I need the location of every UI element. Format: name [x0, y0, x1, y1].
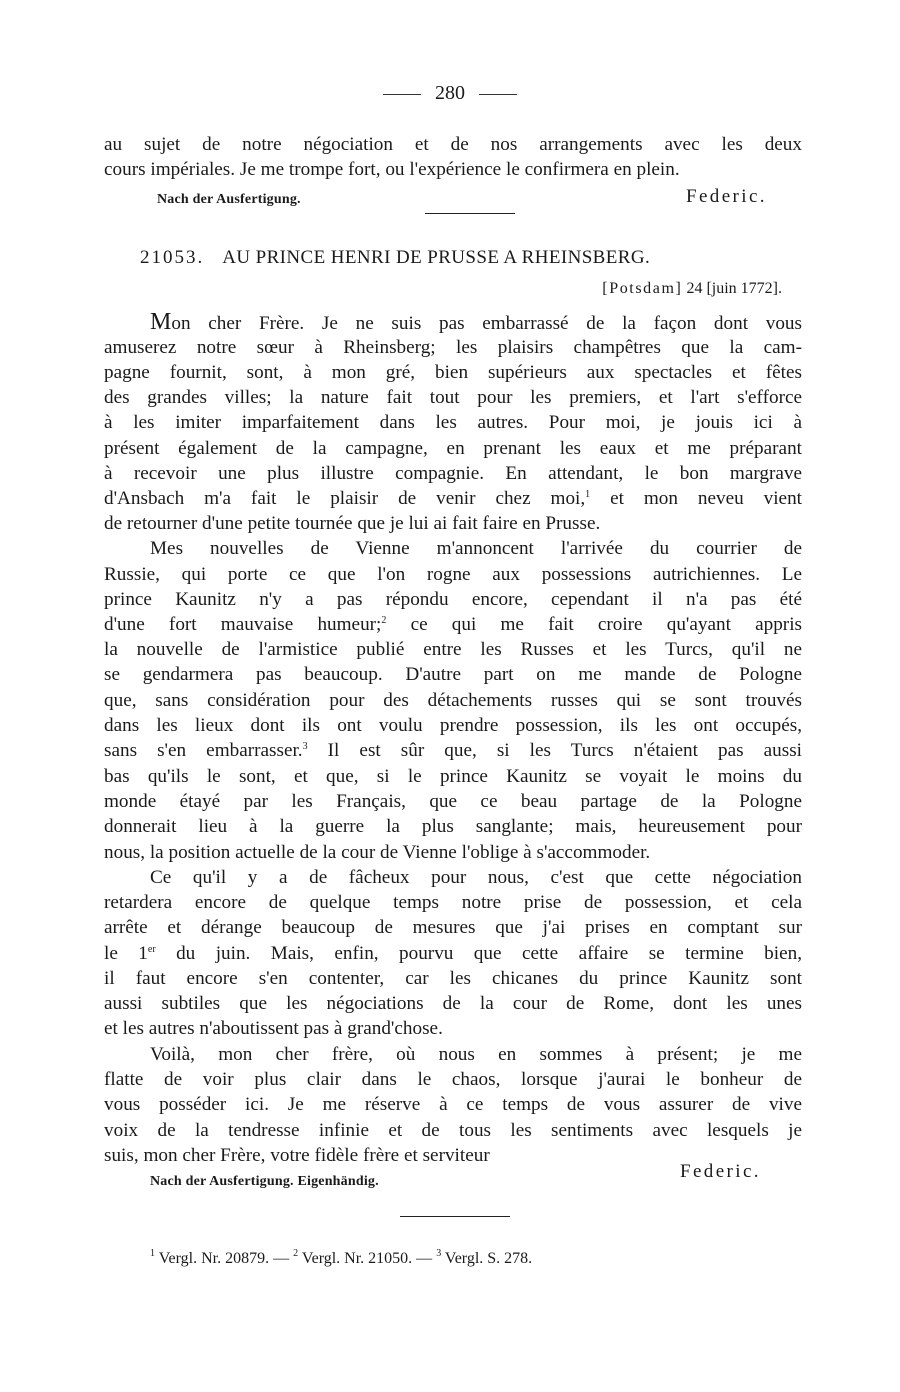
footnote-item: [150, 1250, 289, 1267]
text-line: il faut encore s'en contenter, car les chicanes du prince Kaunitz sont: [104, 968, 802, 989]
text-line: [104, 486, 802, 511]
text-span: d'Ansbach m'a fait le plaisir de venir chez moi,: [104, 488, 586, 509]
text-line: [104, 612, 802, 637]
text-span: d'une fort mauvaise humeur;: [104, 614, 382, 635]
text-line: à recevoir une plus illustre compagnie. En attendant, le bon margrave: [104, 463, 802, 484]
text-line: [104, 941, 802, 966]
letter-dateline: [602, 280, 782, 298]
signature: Federic.: [686, 186, 767, 207]
footnote-text: Vergl. Nr. 21050. —: [301, 1250, 433, 1267]
section-divider: [425, 213, 515, 214]
source-note: Nach der Ausfertigung.: [157, 192, 301, 207]
header-dash-right: [479, 94, 517, 95]
text-line: Mes nouvelles de Vienne m'annoncent l'arrivée du courrier de: [150, 538, 802, 559]
text-line: prince Kaunitz n'y a pas répondu encore, cependant il n'a pas été: [104, 589, 802, 610]
text-line: voix de la tendresse infinie et de tous les sentiments avec lesquels je: [104, 1120, 802, 1141]
page-header: [0, 82, 900, 105]
text-line: pagne fournit, sont, à mon gré, bien supérieurs aux spectacles et fêtes: [104, 362, 802, 383]
date: 24 [juin 1772].: [686, 280, 782, 297]
letter-heading: [140, 247, 780, 269]
text-line: et les autres n'aboutissent pas à grand'chose.: [104, 1018, 443, 1039]
footnote-divider: [400, 1216, 510, 1217]
text-line: retardera encore de quelque temps notre prise de possession, et cela: [104, 892, 802, 913]
text-span: Il est sûr que, si les Turcs n'étaient pas aussi: [307, 740, 802, 761]
footnotes: [150, 1250, 532, 1268]
initial-letter: M: [150, 309, 172, 335]
signature: Federic.: [680, 1161, 761, 1182]
text-line: flatte de voir plus clair dans le chaos, lorsque j'aurai le bonheur de: [104, 1069, 802, 1090]
text-line: cours impériales. Je me trompe fort, ou l'expérience le confirmera en plein.: [104, 159, 680, 180]
text-line: de retourner d'une petite tournée que je lui ai fait faire en Prusse.: [104, 513, 601, 534]
text-span: du juin. Mais, enfin, pourvu que cette affaire se termine bien,: [155, 943, 802, 964]
text-line: monde étayé par les Français, que ce beau partage de la Pologne: [104, 791, 802, 812]
text-line: présent également de la campagne, en prenant les eaux et me préparant: [104, 438, 802, 459]
footnote-mark: 3: [436, 1248, 442, 1259]
page-number: 280: [435, 82, 465, 104]
text-span: sans s'en embarrasser.: [104, 740, 303, 761]
text-line: amuserez notre sœur à Rheinsberg; les plaisirs champêtres que la cam-: [104, 337, 802, 358]
footnote-text: Vergl. S. 278.: [444, 1250, 533, 1267]
header-dash-left: [383, 94, 421, 95]
text-line: des grandes villes; la nature fait tout pour les premiers, et l'art s'efforce: [104, 387, 802, 408]
footnote-item: [293, 1250, 432, 1267]
text-line: aussi subtiles que les négociations de la cour de Rome, dont les unes: [104, 993, 802, 1014]
text-line: Voilà, mon cher frère, où nous en sommes à présent; je me: [150, 1044, 802, 1065]
text-line: arrête et dérange beaucoup de mesures que j'ai prises en comptant sur: [104, 917, 802, 938]
letter-title: AU PRINCE HENRI DE PRUSSE A RHEINSBERG.: [222, 247, 651, 268]
text-line: la nouvelle de l'armistice publié entre les Russes et les Turcs, qu'il ne: [104, 639, 802, 660]
text-line: [104, 738, 802, 763]
text-line: nous, la position actuelle de la cour de Vienne l'oblige à s'accommoder.: [104, 842, 651, 863]
source-note: Nach der Ausfertigung. Eigenhändig.: [150, 1174, 379, 1189]
text-line: que, sans considération pour des détachements russes qui se sont trouvés: [104, 690, 802, 711]
text-line: bas qu'ils le sont, et que, si le prince Kaunitz se voyait le moins du: [104, 766, 802, 787]
text-line: Russie, qui porte ce que l'on rogne aux possessions autrichiennes. Le: [104, 564, 802, 585]
text-span: et mon neveu vient: [590, 488, 802, 509]
text-line: Ce qu'il y a de fâcheux pour nous, c'est que cette négociation: [150, 867, 802, 888]
text-line: suis, mon cher Frère, votre fidèle frère et serviteur: [104, 1145, 490, 1166]
ordinal-suffix: er: [147, 944, 156, 955]
text-line: vous posséder ici. Je me réserve à ce temps de vous assurer de vive: [104, 1094, 802, 1115]
text-span: le 1: [104, 943, 148, 964]
footnote-ref[interactable]: 2: [381, 615, 387, 626]
text-line: au sujet de notre négociation et de nos arrangements avec les deux: [104, 134, 802, 155]
text-line: à les imiter imparfaitement dans les autres. Pour moi, je jouis ici à: [104, 412, 802, 433]
text-line: [150, 310, 802, 336]
letter-number: 21053.: [140, 247, 205, 268]
footnote-mark: 1: [150, 1248, 155, 1259]
footnote-ref[interactable]: 3: [302, 741, 308, 752]
text-line: se gendarmera pas beaucoup. D'autre part on me mande de Pologne: [104, 664, 802, 685]
footnote-mark: 2: [293, 1248, 299, 1259]
text-span: on cher Frère. Je ne suis pas embarrassé de la façon dont vous: [171, 313, 802, 334]
footnote-ref[interactable]: 1: [585, 489, 591, 500]
footnote-text: Vergl. Nr. 20879. —: [158, 1250, 290, 1267]
footnote-item: [436, 1250, 532, 1267]
text-line: donnerait lieu à la guerre la plus sanglante; mais, heureusement pour: [104, 816, 802, 837]
text-line: dans les lieux dont ils ont voulu prendre possession, ils les ont occupés,: [104, 715, 802, 736]
text-span: ce qui me fait croire qu'ayant appris: [386, 614, 802, 635]
date-place: [Potsdam]: [602, 280, 683, 297]
